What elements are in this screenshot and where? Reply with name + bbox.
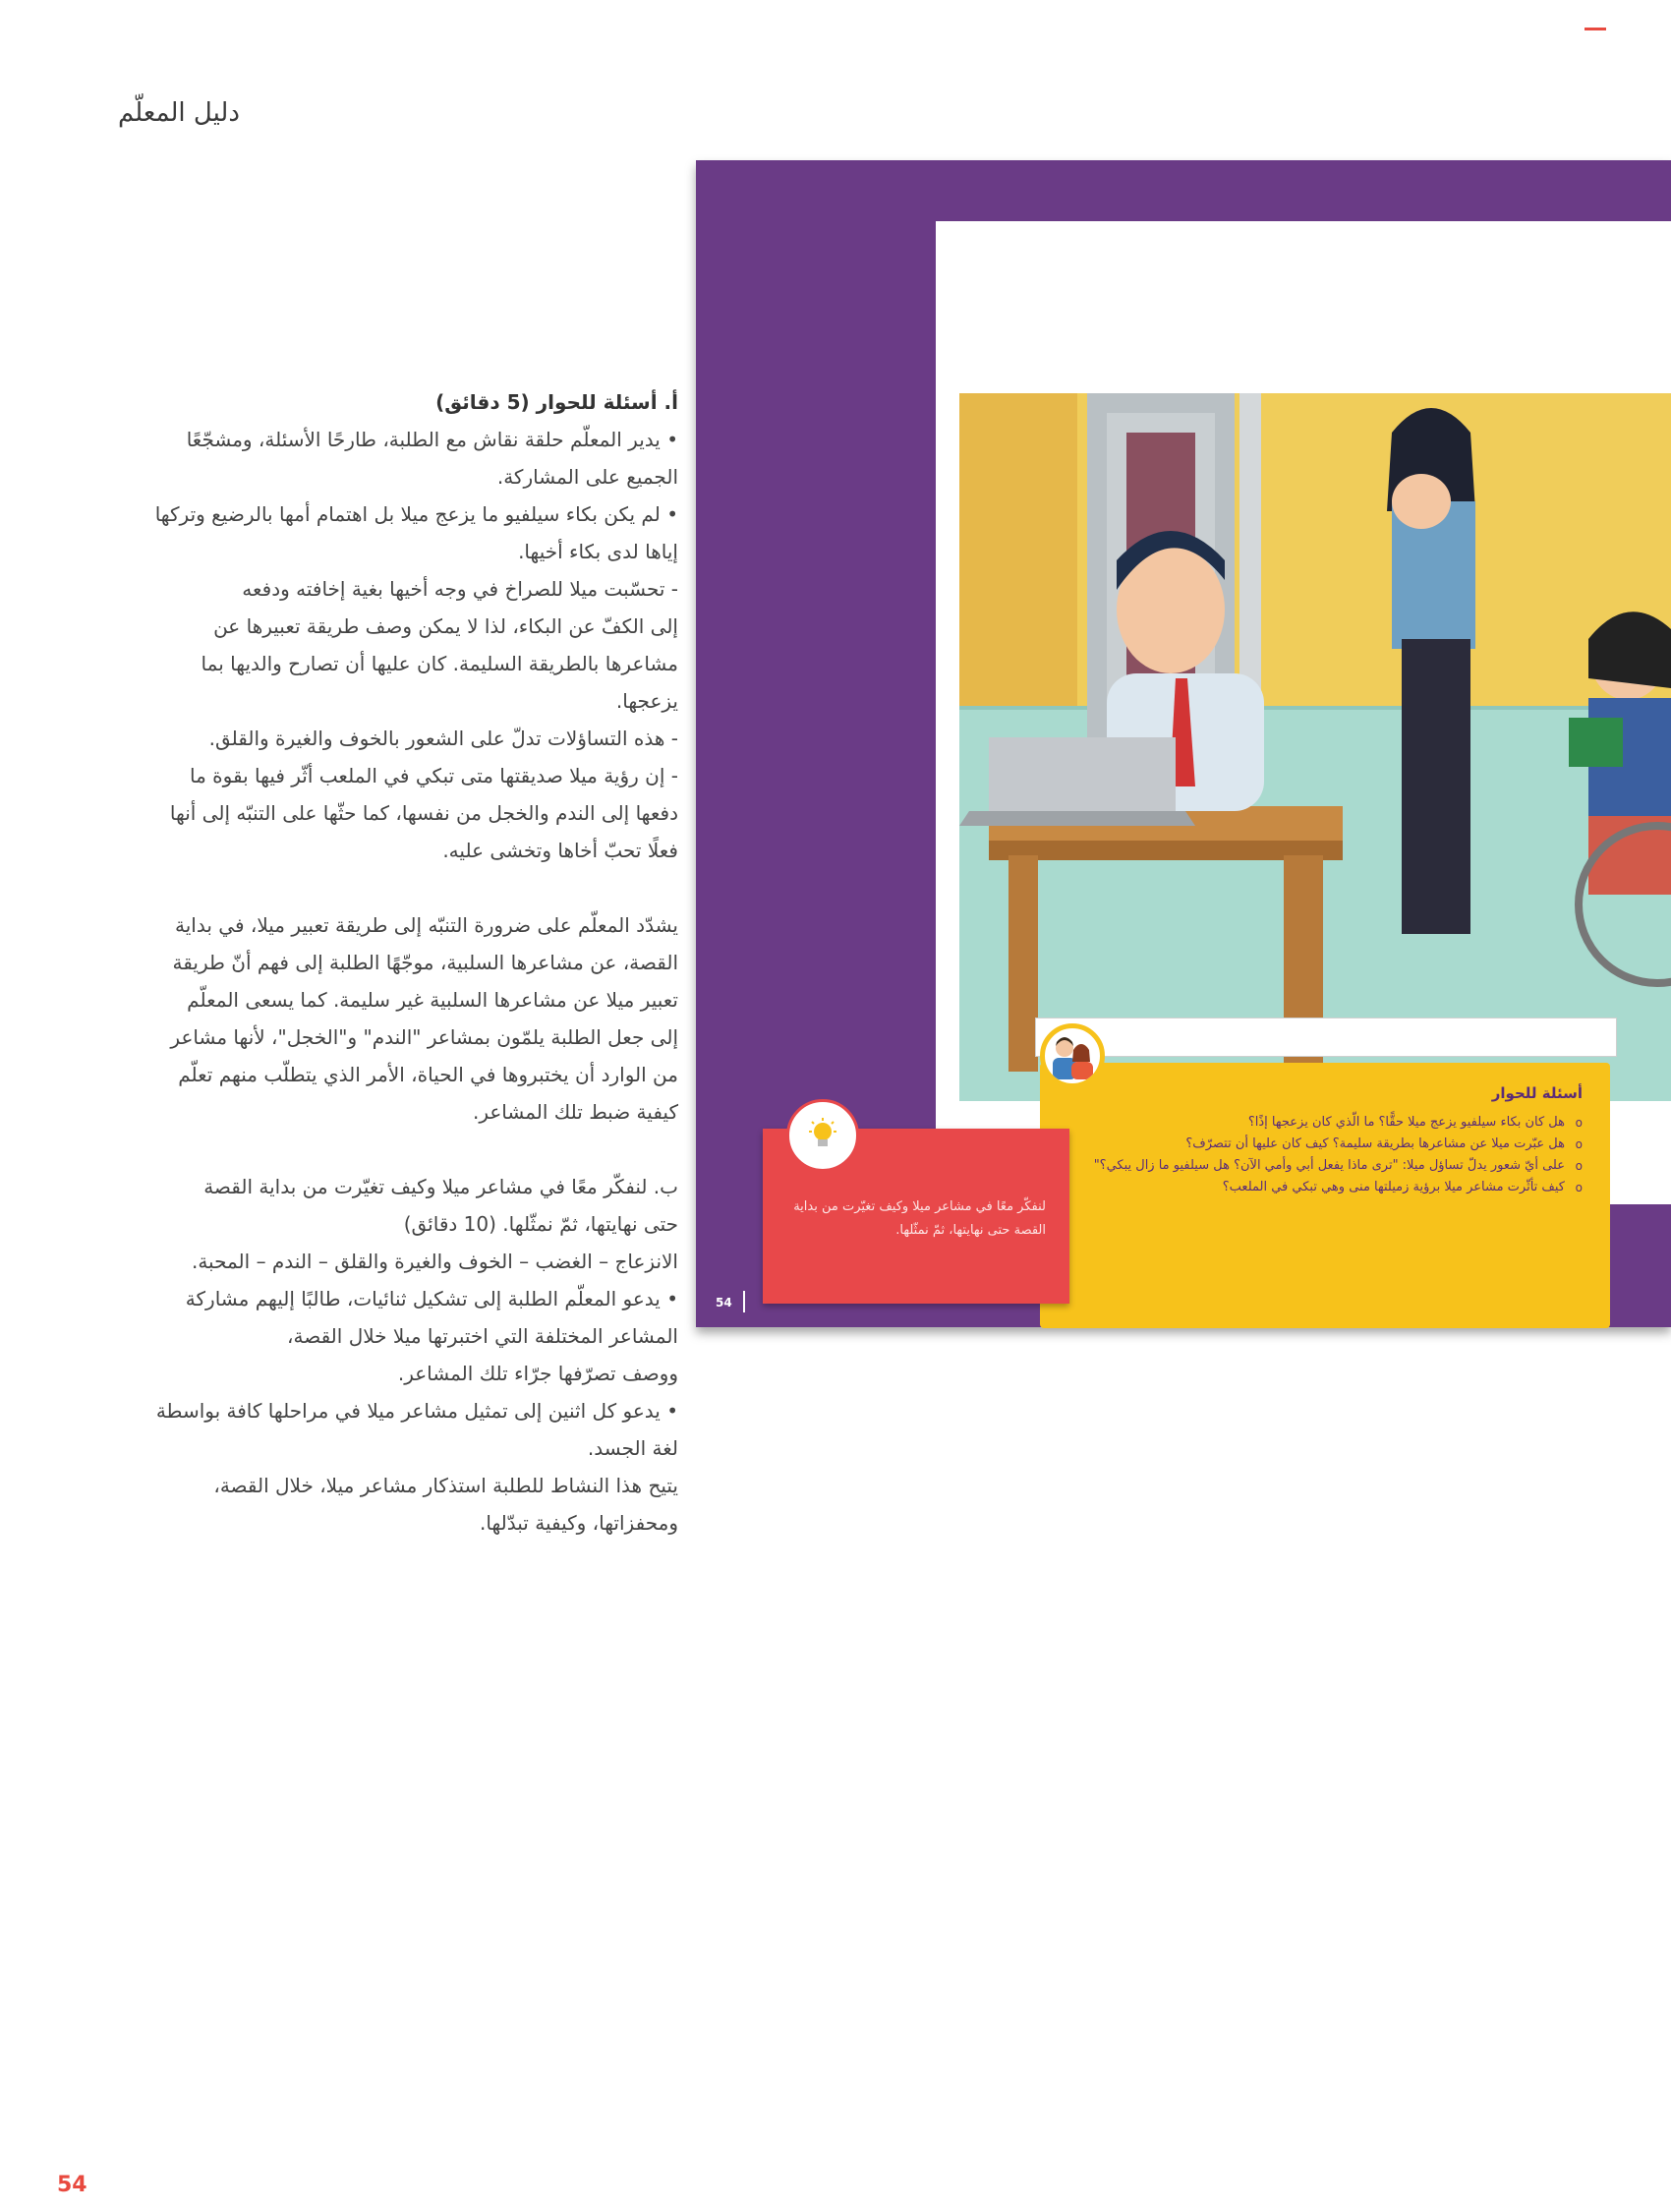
section-a-line: إلى الكفّ عن البكاء، لذا لا يمكن وصف طريقة تعبيرها عن <box>213 614 678 638</box>
section-b-line: • يدعو المعلّم الطلبة إلى تشكيل ثنائيات، طالبًا إليهم مشاركة <box>185 1287 678 1310</box>
dialogue-questions-box <box>1040 1063 1610 1328</box>
paragraph-line: من الوارد أن يختبروها في الحياة، الأمر الذي يتطلّب منهم تعلّم <box>178 1063 678 1086</box>
dialogue-question-list <box>1073 1112 1585 1198</box>
section-a-line: دفعها إلى الندم والخجل من نفسها، كما حثّها على التنبّه إلى أنها <box>169 801 678 825</box>
section-b-line: حتى نهايتها، ثمّ نمثّلها. (10 دقائق) <box>403 1212 678 1236</box>
paragraph-line: إلى جعل الطلبة يلمّون بمشاعر "الندم" و"الخجل"، لأنها مشاعر <box>170 1025 678 1049</box>
section-b-line: المشاعر المختلفة التي اختبرتها ميلا خلال القصة، <box>287 1324 678 1348</box>
teacher-guide-text <box>108 383 678 1542</box>
paragraph-line: يشدّد المعلّم على ضرورة التنبّه إلى طريقة تعبير ميلا، في بداية <box>175 913 678 937</box>
section-a-line: • يدير المعلّم حلقة نقاش مع الطلبة، طارحًا الأسئلة، ومشجّعًا <box>186 428 678 451</box>
activity-text: لنفكّر معًا في مشاعر ميلا وكيف تغيّرت من بداية القصة حتى نهايتها، ثمّ نمثّلها. <box>793 1199 1046 1238</box>
student-book-page <box>696 160 1671 1327</box>
section-a-line: يزعجها. <box>615 689 678 713</box>
page-number-divider <box>743 1291 745 1312</box>
paragraph-line: تعبير ميلا عن مشاعرها السلبية غير سليمة. كما يسعى المعلّم <box>187 988 678 1012</box>
section-a-line: مشاعرها بالطريقة السليمة. كان عليها أن تصارح والديها بما <box>201 652 678 675</box>
section-a-line: فعلًا تحبّ أخاها وتخشى عليه. <box>442 839 678 862</box>
dialogue-question: o كيف تأثّرت مشاعر ميلا برؤية زميلتها منى وهي تبكي في الملعب؟ <box>1073 1177 1585 1198</box>
dialogue-question: o هل عبّرت ميلا عن مشاعرها بطريقة سليمة؟ كيف كان عليها أن تتصرّف؟ <box>1073 1134 1585 1155</box>
section-b-line: • يدعو كل اثنين إلى تمثيل مشاعر ميلا في مراحلها كافة بواسطة <box>155 1399 678 1423</box>
student-page-number: 54 <box>716 1296 732 1310</box>
dialogue-title: أسئلة للحوار <box>1491 1084 1583 1102</box>
section-b-body <box>108 1168 678 1542</box>
header-title: دليل المعلّم <box>118 98 240 128</box>
dialogue-question: o على أيّ شعور يدلّ تساؤل ميلا: "ترى ماذا يفعل أبي وأمي الآن؟ هل سيلفيو ما زال يبكي؟" <box>1073 1155 1585 1177</box>
section-a-line: - تحسّبت ميلا للصراخ في وجه أخيها بغية إخافته ودفعه <box>242 577 678 601</box>
section-a-line: الجميع على المشاركة. <box>496 465 678 489</box>
top-accent-mark <box>1585 28 1606 30</box>
section-b-line: ب. لنفكّر معًا في مشاعر ميلا وكيف تغيّرت من بداية القصة <box>203 1175 678 1198</box>
section-a-line: - إن رؤية ميلا صديقتها متى تبكي في الملعب أثّر فيها بقوة ما <box>189 764 678 787</box>
section-b-line: لغة الجسد. <box>587 1436 678 1460</box>
section-b-line: ووصف تصرّفها جرّاء تلك المشاعر. <box>397 1362 678 1385</box>
section-a-title: أ. أسئلة للحوار (5 دقائق) <box>435 390 678 414</box>
story-illustration <box>959 393 1671 1101</box>
section-b-line: الانزعاج – الغضب – الخوف والغيرة والقلق – الندم – المحبة. <box>191 1250 678 1273</box>
page-number: 54 <box>57 2173 87 2197</box>
guidance-paragraph <box>108 906 678 1131</box>
lightbulb-icon <box>786 1099 859 1172</box>
people-icon <box>1040 1023 1105 1088</box>
section-a-line: • لم يكن بكاء سيلفيو ما يزعج ميلا بل اهتمام أمها بالرضيع وتركها <box>154 502 678 526</box>
section-a-line: - هذه التساؤلات تدلّ على الشعور بالخوف والغيرة والقلق. <box>208 727 678 750</box>
answer-line[interactable] <box>1035 1018 1617 1057</box>
paragraph-line: كيفية ضبط تلك المشاعر. <box>472 1100 678 1124</box>
dialogue-question: o هل كان بكاء سيلفيو يزعج ميلا حقًّا؟ ما الّذي كان يزعجها إذًا؟ <box>1073 1112 1585 1134</box>
paragraph-line: القصة، عن مشاعرها السلبية، موجّهًا الطلبة إلى فهم أنّ طريقة <box>172 951 678 974</box>
section-a-body <box>108 421 678 869</box>
section-a-line: إياها لدى بكاء أخيها. <box>518 540 678 563</box>
section-b-line: ومحفزاتها، وكيفية تبدّلها. <box>480 1511 678 1535</box>
section-b-line: يتيح هذا النشاط للطلبة استذكار مشاعر ميلا، خلال القصة، <box>213 1474 678 1497</box>
